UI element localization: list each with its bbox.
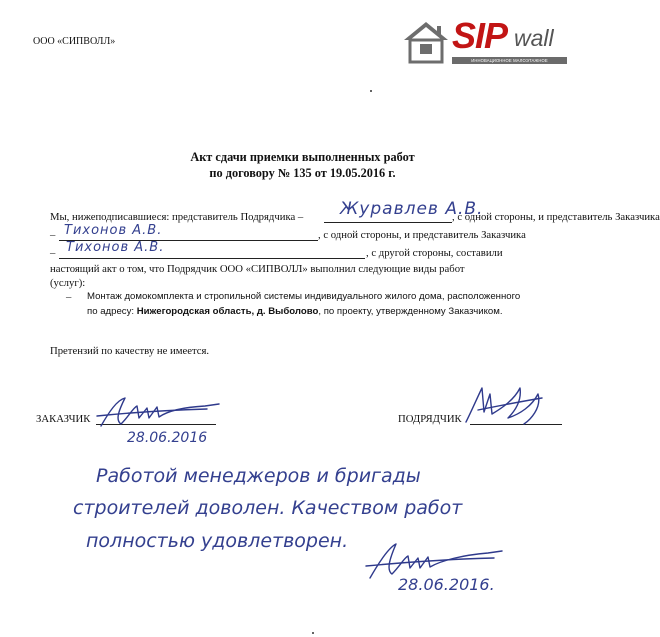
paragraph-line-1: [50, 211, 303, 223]
logo-tagline: ИННОВАЦИОННОЕ МАЛОЭТАЖНОЕ СТРОИТЕЛЬСТВО: [452, 57, 567, 64]
contractor-signature-label: ПОДРЯДЧИК: [398, 413, 462, 425]
customer-rep-underline: [59, 258, 365, 259]
paragraph-line-1-end: , с одной стороны, и представитель Заказчика: [452, 211, 660, 223]
customer-rep-handwritten: Тихонов А.В.: [64, 223, 163, 238]
handwritten-note-date: 28.06.2016.: [398, 575, 495, 594]
logo-wall-text: wall: [514, 25, 554, 51]
contractor-rep-handwritten: Журавлев А.В.: [340, 199, 484, 219]
customer-signature: [95, 392, 255, 432]
contractor-rep-underline: [324, 222, 452, 223]
document-title: Акт сдачи приемки выполненных работ: [190, 150, 415, 164]
company-name-header: ООО «СИПВОЛЛ»: [33, 36, 116, 47]
contractor-signature: [458, 380, 568, 430]
handwritten-note-line-1: Работой менеджеров и бригады: [96, 465, 421, 487]
paragraph-line-4: настоящий акт о том, что Подрядчик ООО «СИПВОЛЛ» выполнил следующие виды работ: [50, 263, 465, 275]
customer-rep-handwritten-2: Тихонов А.В.: [66, 240, 165, 255]
address-suffix: , по проекту, утвержденному Заказчиком.: [318, 306, 503, 317]
claims-statement: Претензий по качеству не имеется.: [50, 345, 210, 357]
paragraph-line-2-mid: , с одной стороны, и представитель Заказчика: [318, 229, 526, 241]
handwritten-note-line-2: строителей доволен. Качеством работ: [73, 497, 463, 519]
customer-signature-date: 28.06.2016: [127, 430, 208, 446]
scan-speck: [312, 632, 314, 634]
scan-speck: [370, 90, 372, 92]
customer-signature-label: ЗАКАЗЧИК: [36, 413, 91, 425]
address: Нижегородская область, д. Выболово: [136, 306, 319, 317]
logo-sip-text: SIP: [452, 15, 508, 56]
handwritten-note-line-3: полностью удовлетворен.: [86, 530, 349, 552]
paragraph-line-5: (услуг):: [50, 277, 86, 289]
paragraph-line-3-end: , с другой стороны, составили: [366, 247, 503, 259]
document-subtitle: по договору № 135 от 19.05.2016 г.: [209, 166, 396, 180]
house-icon: [402, 18, 450, 64]
bullet-address-line: [87, 306, 503, 317]
sipwall-logo: [402, 15, 568, 70]
address-prefix: по адресу:: [87, 306, 137, 317]
parties-intro-text: Мы, нижеподписавшиеся: представитель Подрядчика –: [50, 211, 304, 223]
paragraph-line-3-dash: –: [50, 247, 56, 259]
bullet-text: Монтаж домокомплекта и стропильной системы индивидуального жилого дома, расположенного: [87, 291, 521, 302]
paragraph-line-2-dash: –: [50, 229, 56, 241]
bullet-marker: –: [66, 291, 72, 303]
